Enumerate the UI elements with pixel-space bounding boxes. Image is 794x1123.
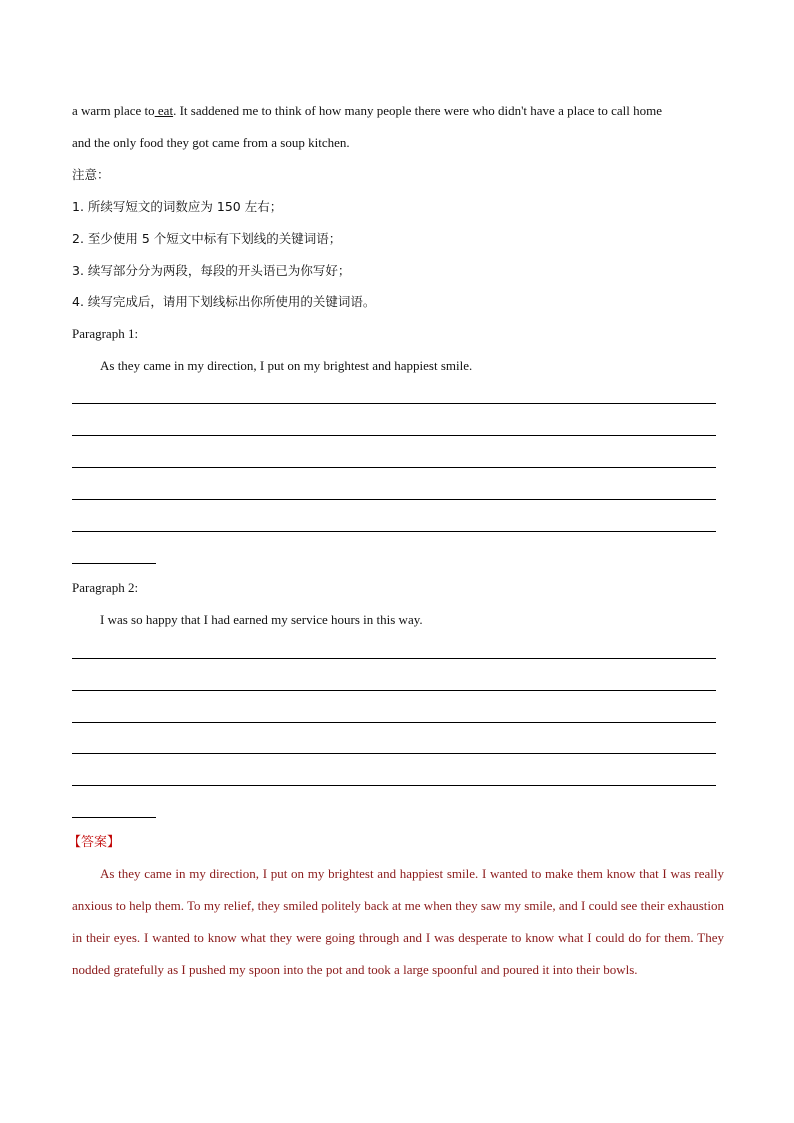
writing-line-p1-1[interactable] (72, 403, 716, 404)
writing-line-p1-3[interactable] (72, 467, 716, 468)
passage-line-1 (72, 103, 662, 119)
note-item-3: 3. 续写部分分为两段，每段的开头语已为你写好； (72, 263, 351, 278)
paragraph-2-label: Paragraph 2: (72, 580, 139, 595)
paragraph-1-opening: As they came in my direction, I put on my brightest and happiest smile. (100, 358, 473, 373)
writing-line-p1-4[interactable] (72, 499, 716, 500)
writing-line-p1-2[interactable] (72, 435, 716, 436)
writing-line-p2-1[interactable] (72, 658, 716, 659)
notes-title: 注意： (72, 167, 110, 182)
key-word-eat: eat (154, 103, 174, 118)
writing-line-p2-end[interactable] (72, 817, 156, 818)
writing-line-p2-2[interactable] (72, 690, 716, 691)
paragraph-2-opening: I was so happy that I had earned my service hours in this way. (100, 612, 423, 627)
writing-line-p2-5[interactable] (72, 785, 716, 786)
writing-line-p2-3[interactable] (72, 722, 716, 723)
note-item-4: 4. 续写完成后，请用下划线标出你所使用的关键词语。 (72, 294, 376, 309)
passage-line-2: and the only food they got came from a soup kitchen. (72, 135, 350, 150)
answer-label: 【答案】 (68, 835, 121, 850)
paragraph-1-label: Paragraph 1: (72, 326, 139, 341)
note-item-2: 2. 至少使用 5 个短文中标有下划线的关键词语； (72, 231, 342, 246)
answer-text: As they came in my direction, I put on my brightest and happiest smile. I wanted to make them know that I was really anxious to help them. To my relief, they smiled politely back at me when they saw my smile, and I could see their exhaustion in their eyes. I wanted to know what they were going through and I was desperate to know what I could do for them. They nodded gratefully as I pushed my spoon into the pot and took a large spoonful and poured it into their bowls. (72, 866, 724, 977)
writing-line-p2-4[interactable] (72, 753, 716, 754)
passage-text-before: a warm place to (72, 103, 155, 118)
note-item-1: 1. 所续写短文的词数应为 150 左右； (72, 199, 283, 214)
writing-line-p1-end[interactable] (72, 563, 156, 564)
writing-line-p1-5[interactable] (72, 531, 716, 532)
passage-text-after: . It saddened me to think of how many people there were who didn't have a place to call home (173, 103, 663, 118)
